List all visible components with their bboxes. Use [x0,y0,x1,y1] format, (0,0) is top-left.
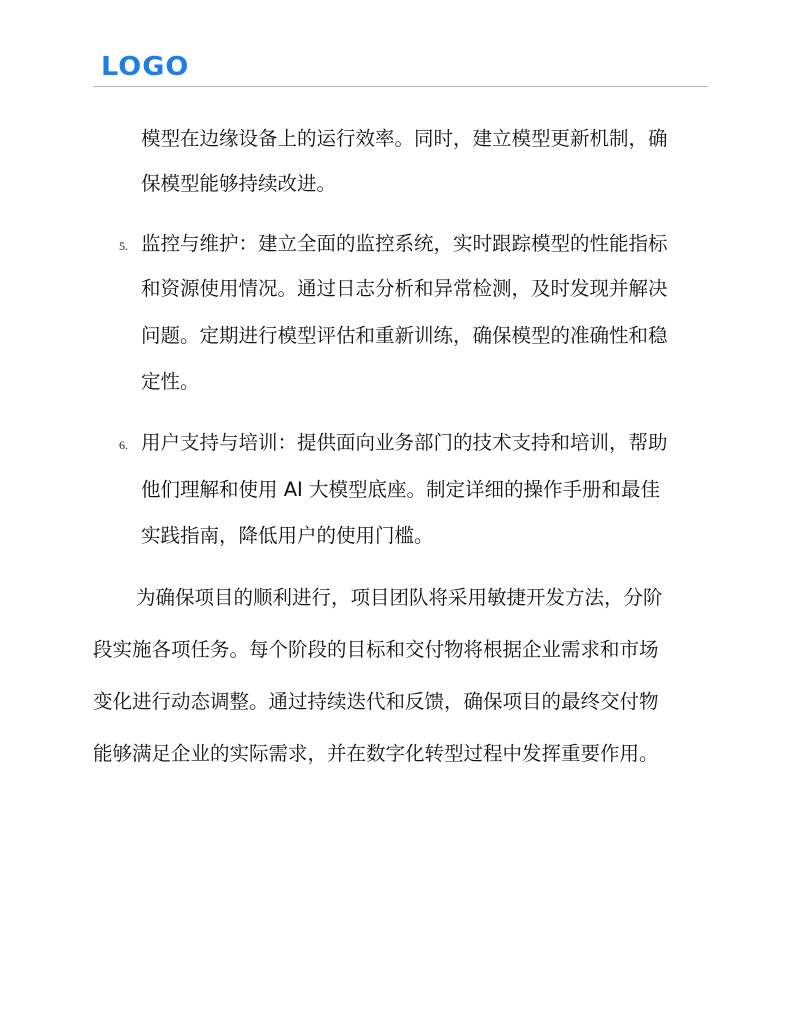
list-number-6: 6. [119,438,128,452]
closing-paragraph-line: 为确保项目的顺利进行，项目团队将采用敏捷开发方法，分阶 [136,586,663,609]
continuation-line: 模型在边缘设备上的运行效率。同时，建立模型更新机制，确 [141,127,668,150]
list-item-5-line: 监控与维护：建立全面的监控系统，实时跟踪模型的性能指标 [141,232,668,255]
list-item-6-line: 实践指南，降低用户的使用门槛。 [141,524,434,547]
list-number-5: 5. [119,239,128,253]
list-item-5-line: 和资源使用情况。通过日志分析和异常检测，及时发现并解决 [141,277,668,300]
list-item-6-line: 他们理解和使用 AI 大模型底座。制定详细的操作手册和最佳 [141,478,660,501]
list-item-5-line: 问题。定期进行模型评估和重新训练，确保模型的准确性和稳 [141,324,668,347]
continuation-line: 保模型能够持续改进。 [141,172,337,195]
list-item-5-line: 定性。 [141,370,200,393]
page-header [93,50,708,87]
list-item-6-line: 用户支持与培训：提供面向业务部门的技术支持和培训，帮助 [141,431,668,454]
closing-paragraph-line: 能够满足企业的实际需求，并在数字化转型过程中发挥重要作用。 [93,742,659,765]
logo: LOGO [101,52,190,82]
closing-paragraph-line: 变化进行动态调整。通过持续迭代和反馈，确保项目的最终交付物 [93,690,659,713]
closing-paragraph-line: 段实施各项任务。每个阶段的目标和交付物将根据企业需求和市场 [93,638,659,661]
